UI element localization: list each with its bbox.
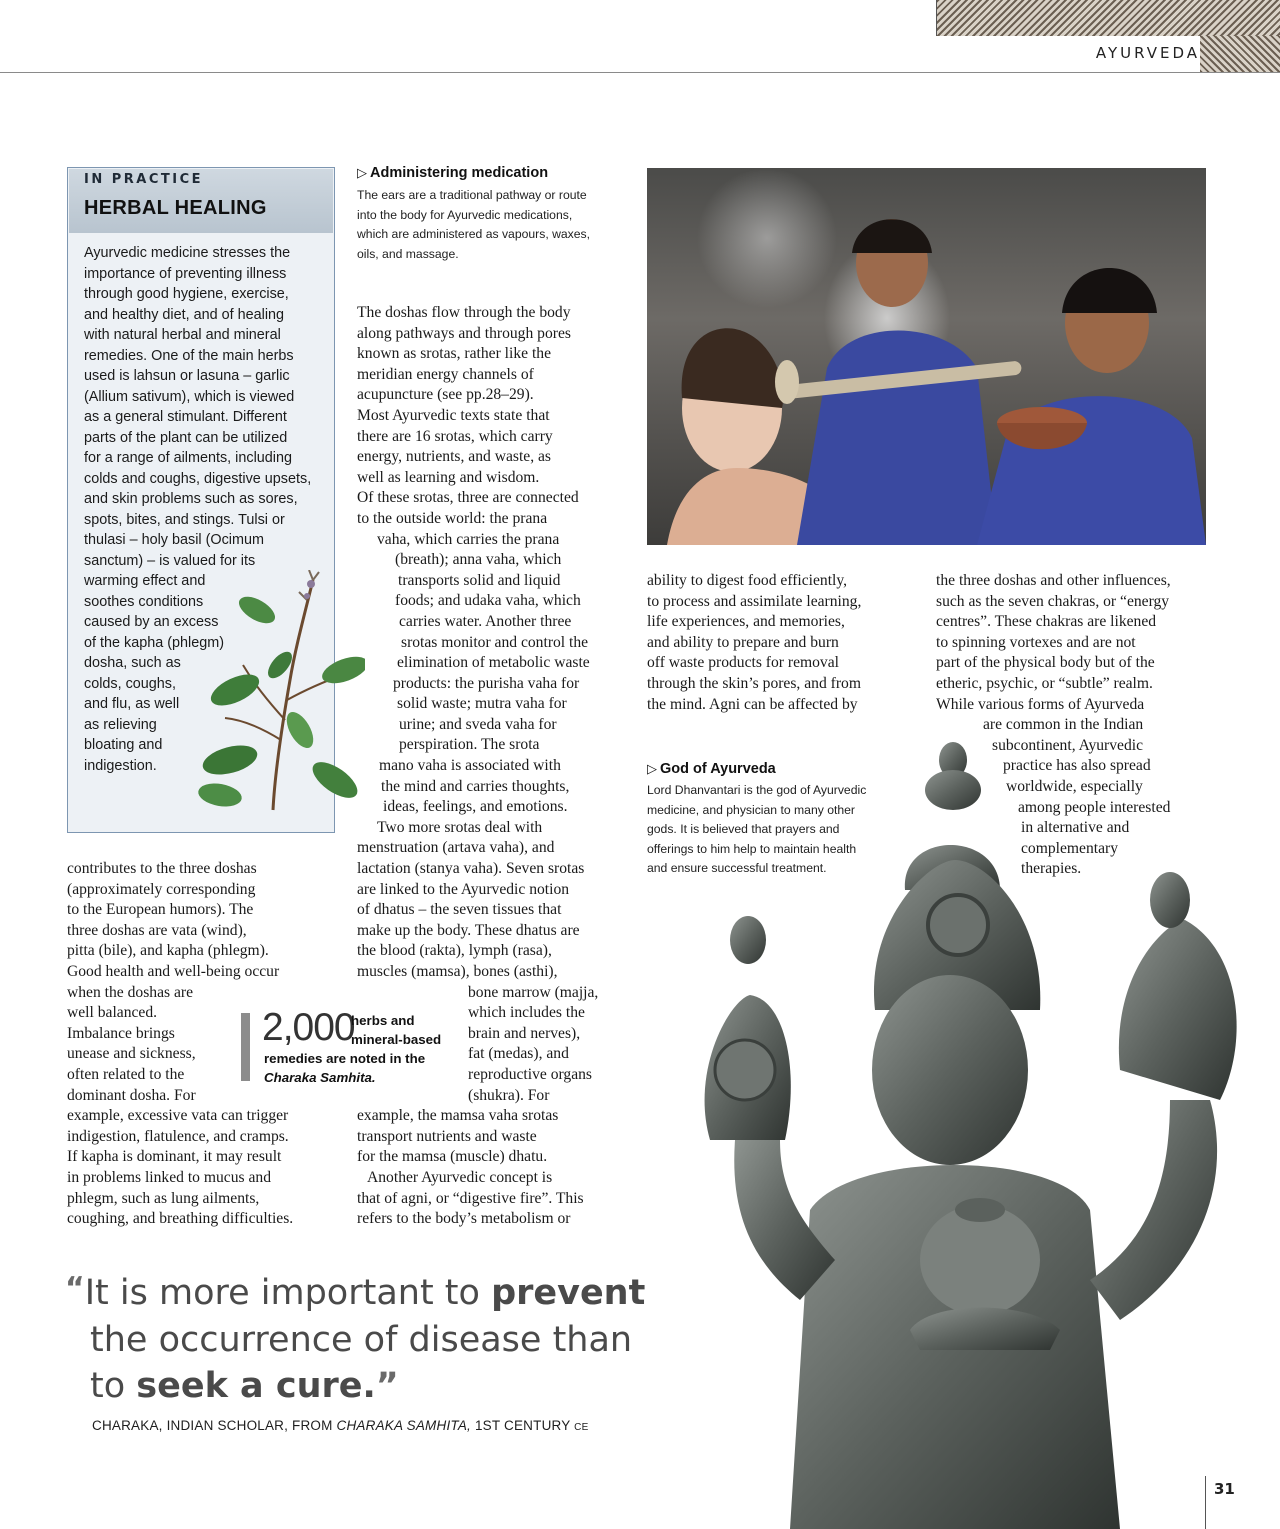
- caption-god-title: ▷ God of Ayurveda: [647, 761, 776, 777]
- in-practice-title: HERBAL HEALING: [84, 197, 267, 219]
- body-column-2: The doshas flow through the body along pathways and through pores known as srotas, rather like the meridian energy channels of acupuncture (see pp.28–29). Most Ayurvedic texts state that there are 16 srotas, which carry energy, nutrients, and waste, as well as learning and wisdom. Of these srotas, three are connected to the outside world: the prana vaha, which carries the prana (breath); anna vaha, which transports solid and liquid foods; and udaka vaha, which carries water. Another three srotas monitor and control the elimination of metabolic waste products: the purisha vaha for solid waste; mutra vaha for urine; and sveda vaha for perspiration. The srota mano vaha is associated with the mind and carries thoughts, ideas, feelings, and emotions. Two more srotas deal with menstruation (artava vaha), and lactation (stanya vaha). Seven srotas are linked to the Ayurvedic notion of dhatus – the seven tissues that make up the body. These dhatus are the blood (rakta), lymph (rasa), muscles (mamsa), bones (asthi), bone marrow (majja, which includes the brain and nerves), fat (medas), and reproductive organs (shukra). For example, the mamsa vaha srotas transport nutrients and waste for the mamsa (muscle) dhatu. Another Ayurvedic concept is that of agni, or “digestive fire”. This refers to the body’s metabolism or: [357, 304, 599, 1228]
- ear-treatment-photo: [647, 168, 1206, 545]
- body-column-4: the three doshas and other influences, such as the seven chakras, or “energy centres”. These chakras are likened to spinning vortexes and are not part of the physical body but of the etheric, psychic, or “subtle” realm. While various forms of Ayurveda are common in the Indian subcontinent, Ayurvedic practice has also spread worldwide, especially among people interested in alternative and complementary therapies.: [936, 572, 1171, 878]
- in-practice-kicker: IN PRACTICE: [84, 172, 204, 187]
- quote-attribution: CHARAKA, INDIAN SCHOLAR, FROM CHARAKA SAMHITA, 1ST CENTURY CE: [92, 1418, 589, 1433]
- caption-medication-body: The ears are a traditional pathway or route into the body for Ayurvedic medications, which are administered as vapours, waxes, oils, and massage.: [357, 188, 591, 261]
- body-column-1: contributes to the three doshas (approximately corresponding to the European humors). The three doshas are vata (wind), pitta (bile), and kapha (phlegm). Good health and well-being occur when the doshas are well balanced. Imbalance brings unease and sickness, often related to the dominant dosha. For example, excessive vata can trigger indigestion, flatulence, and cramps. If kapha is dominant, it may result in problems linked to mucus and phlegm, such as lung ailments, coughing, and breathing difficulties.: [67, 860, 294, 1228]
- header-rule: [0, 72, 1280, 73]
- page-number: 31: [1214, 1480, 1235, 1498]
- stat-line-2: mineral-based: [351, 1032, 442, 1047]
- header-engraving-image-lower: [1200, 36, 1280, 72]
- body-column-3: ability to digest food efficiently, to process and assimilate learning, life experiences, and memories, and ability to prepare and burn off waste products for removal through the skin’s pores, and from the mind. Agni can be affected by: [647, 572, 862, 713]
- stat-line-4: Charaka Samhita.: [264, 1070, 376, 1085]
- header-engraving-image: [936, 0, 1280, 36]
- stat-line-3: remedies are noted in the: [264, 1051, 426, 1066]
- holy-basil-illustration: [195, 570, 365, 815]
- pull-quote: “It is more important to prevent the occurrence of disease than to seek a cure.”: [65, 1271, 646, 1406]
- stat-line-1: herbs and: [351, 1013, 415, 1028]
- section-label: AYURVEDA: [1095, 44, 1200, 62]
- stat-number: 2,000: [262, 1006, 355, 1049]
- caption-medication-title: ▷ Administering medication: [357, 165, 549, 181]
- triangle-pointer-icon: ▷: [647, 761, 657, 776]
- stat-bar: [241, 1013, 250, 1081]
- in-practice-body: Ayurvedic medicine stresses the importance of preventing illness through good hygiene, exercise, and healthy diet, and of healing with natural herbal and mineral remedies. One of the main herbs used is lahsun or lasuna – garlic (Allium sativum), which is viewed as a general stimulant. Different parts of the plant can be utilized for a range of ailments, including colds and coughs, digestive upsets, and skin problems such as sores, spots, bites, and stings. Tulsi or thulasi – holy basil (Ocimum sanctum) – is valued for its warming effect and soothes conditions caused by an excess of the kapha (phlegm) dosha, such as colds, coughs, and flu, as well as relieving bloating and indigestion.: [84, 245, 312, 774]
- caption-god-body: Lord Dhanvantari is the god of Ayurvedic medicine, and physician to many other gods. It is believed that prayers and offerings to him help to maintain health and ensure successful treatment.: [647, 783, 867, 876]
- triangle-pointer-icon: ▷: [357, 165, 367, 180]
- dhanvantari-statue-image: [650, 740, 1260, 1529]
- page-number-rule: [1205, 1476, 1206, 1529]
